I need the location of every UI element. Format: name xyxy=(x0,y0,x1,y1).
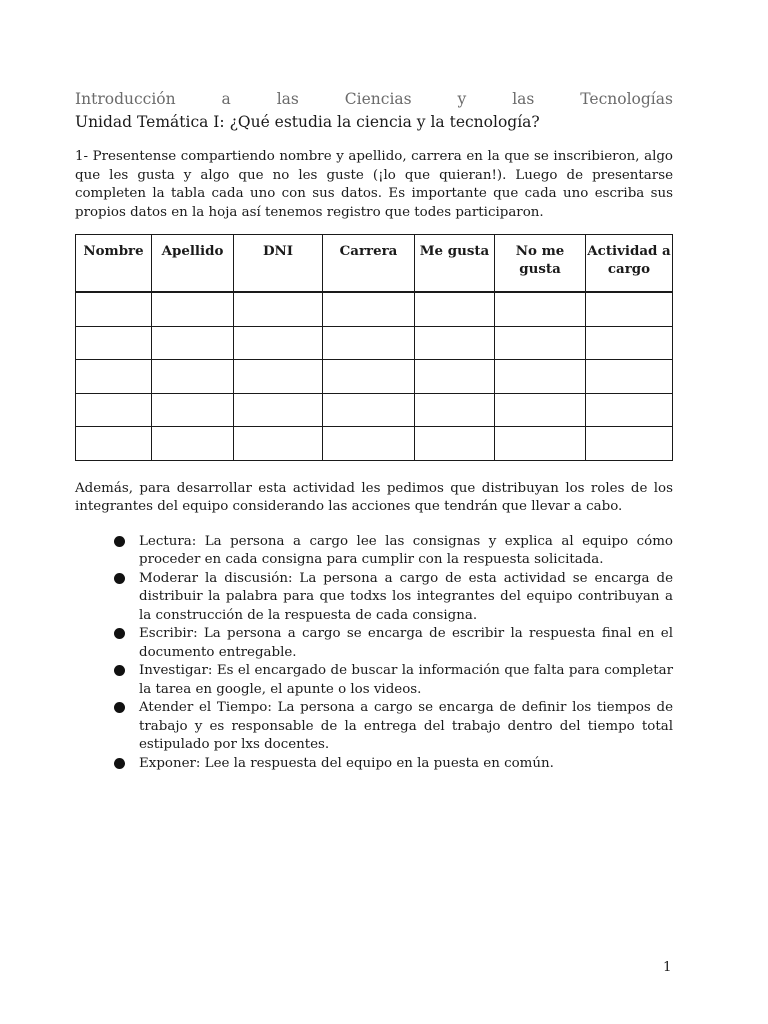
course-title-word: Introducción xyxy=(75,90,176,108)
table-cell[interactable] xyxy=(495,427,586,461)
table-row xyxy=(76,393,673,427)
table-cell[interactable] xyxy=(586,326,673,360)
table-cell[interactable] xyxy=(586,393,673,427)
table-cell[interactable] xyxy=(323,292,415,326)
role-text: Atender el Tiempo: La persona a cargo se encarga de definir los tiempos de trabajo y es responsable de la entrega del trabajo dentro del tiempo total estipulado por lxs docentes. xyxy=(139,700,673,752)
table-cell[interactable] xyxy=(495,360,586,394)
table-cell[interactable] xyxy=(415,326,495,360)
column-header: Carrera xyxy=(323,235,415,293)
list-item xyxy=(139,699,673,755)
table-cell[interactable] xyxy=(234,427,323,461)
table-cell[interactable] xyxy=(323,360,415,394)
table-cell[interactable] xyxy=(234,393,323,427)
course-title-word: las xyxy=(276,90,299,108)
table-cell[interactable] xyxy=(76,292,152,326)
course-title xyxy=(75,88,673,110)
role-text: Exponer: Lee la respuesta del equipo en la puesta en común. xyxy=(139,755,554,771)
role-text: Investigar: Es el encargado de buscar la información que falta para completar la tarea en google, el apunte o los videos. xyxy=(139,663,673,697)
list-item xyxy=(139,625,673,662)
table-cell[interactable] xyxy=(415,427,495,461)
bullet-icon xyxy=(114,536,125,547)
roles-list xyxy=(75,533,673,774)
table-row xyxy=(76,360,673,394)
participants-table xyxy=(75,234,673,461)
table-body xyxy=(76,292,673,460)
bullet-icon xyxy=(114,665,125,676)
course-title-word: a xyxy=(221,90,231,108)
table-row xyxy=(76,326,673,360)
table-row xyxy=(76,427,673,461)
table-cell[interactable] xyxy=(152,427,234,461)
table-cell[interactable] xyxy=(234,292,323,326)
column-header: Apellido xyxy=(152,235,234,293)
column-header: Actividad a cargo xyxy=(586,235,673,293)
table-cell[interactable] xyxy=(76,393,152,427)
table-cell[interactable] xyxy=(152,292,234,326)
table-cell[interactable] xyxy=(323,427,415,461)
table-cell[interactable] xyxy=(234,326,323,360)
bullet-icon xyxy=(114,702,125,713)
role-text: Moderar la discusión: La persona a cargo de esta actividad se encarga de distribuir la palabra para que todxs los integrantes del equipo contribuyan a la construcción de la respuesta de cada consigna. xyxy=(139,570,673,623)
course-title-word: y xyxy=(457,90,467,108)
table-cell[interactable] xyxy=(586,427,673,461)
table-cell[interactable] xyxy=(76,360,152,394)
table-cell[interactable] xyxy=(76,427,152,461)
table-cell[interactable] xyxy=(234,360,323,394)
table-cell[interactable] xyxy=(495,393,586,427)
page-number: 1 xyxy=(663,960,672,975)
list-item xyxy=(139,570,673,626)
table-cell[interactable] xyxy=(586,292,673,326)
bullet-icon xyxy=(114,758,125,769)
role-text: Lectura: La persona a cargo lee las consignas y explica al equipo cómo proceder en cada consigna para cumplir con la respuesta solicitada. xyxy=(139,533,673,567)
document-page xyxy=(75,88,673,773)
list-item xyxy=(139,755,673,774)
table-cell[interactable] xyxy=(495,326,586,360)
column-header: Nombre xyxy=(76,235,152,293)
list-item xyxy=(139,533,673,570)
table-header-row xyxy=(76,235,673,293)
unit-title: Unidad Temática I: ¿Qué estudia la ciencia y la tecnología? xyxy=(75,113,540,131)
table-cell[interactable] xyxy=(415,393,495,427)
role-text: Escribir: La persona a cargo se encarga de escribir la respuesta final en el documento entregable. xyxy=(139,626,673,660)
table-cell[interactable] xyxy=(76,326,152,360)
table-cell[interactable] xyxy=(152,393,234,427)
bullet-icon xyxy=(114,628,125,639)
table-cell[interactable] xyxy=(152,326,234,360)
table-cell[interactable] xyxy=(323,326,415,360)
table-cell[interactable] xyxy=(415,292,495,326)
column-header: DNI xyxy=(234,235,323,293)
table-cell[interactable] xyxy=(586,360,673,394)
course-title-word: Ciencias xyxy=(344,90,412,108)
table-cell[interactable] xyxy=(152,360,234,394)
roles-intro-paragraph: Además, para desarrollar esta actividad les pedimos que distribuyan los roles de los integrantes del equipo considerando las acciones que tendrán que llevar a cabo. xyxy=(75,480,673,514)
table-row xyxy=(76,292,673,326)
list-item xyxy=(139,662,673,699)
column-header: No me gusta xyxy=(495,235,586,293)
intro-paragraph: 1- Presentense compartiendo nombre y apellido, carrera en la que se inscribieron, algo que les gusta y algo que no les guste (¡lo que quieran!). Luego de presentarse completen la tabla cada uno con sus datos. Es importante que cada uno escriba sus propios datos en la hoja así tenemos registro que todes participaron. xyxy=(75,149,673,220)
column-header: Me gusta xyxy=(415,235,495,293)
table-cell[interactable] xyxy=(415,360,495,394)
course-title-word: las xyxy=(512,90,535,108)
bullet-icon xyxy=(114,573,125,584)
table-cell[interactable] xyxy=(495,292,586,326)
course-title-word: Tecnologías xyxy=(580,90,673,108)
table-cell[interactable] xyxy=(323,393,415,427)
